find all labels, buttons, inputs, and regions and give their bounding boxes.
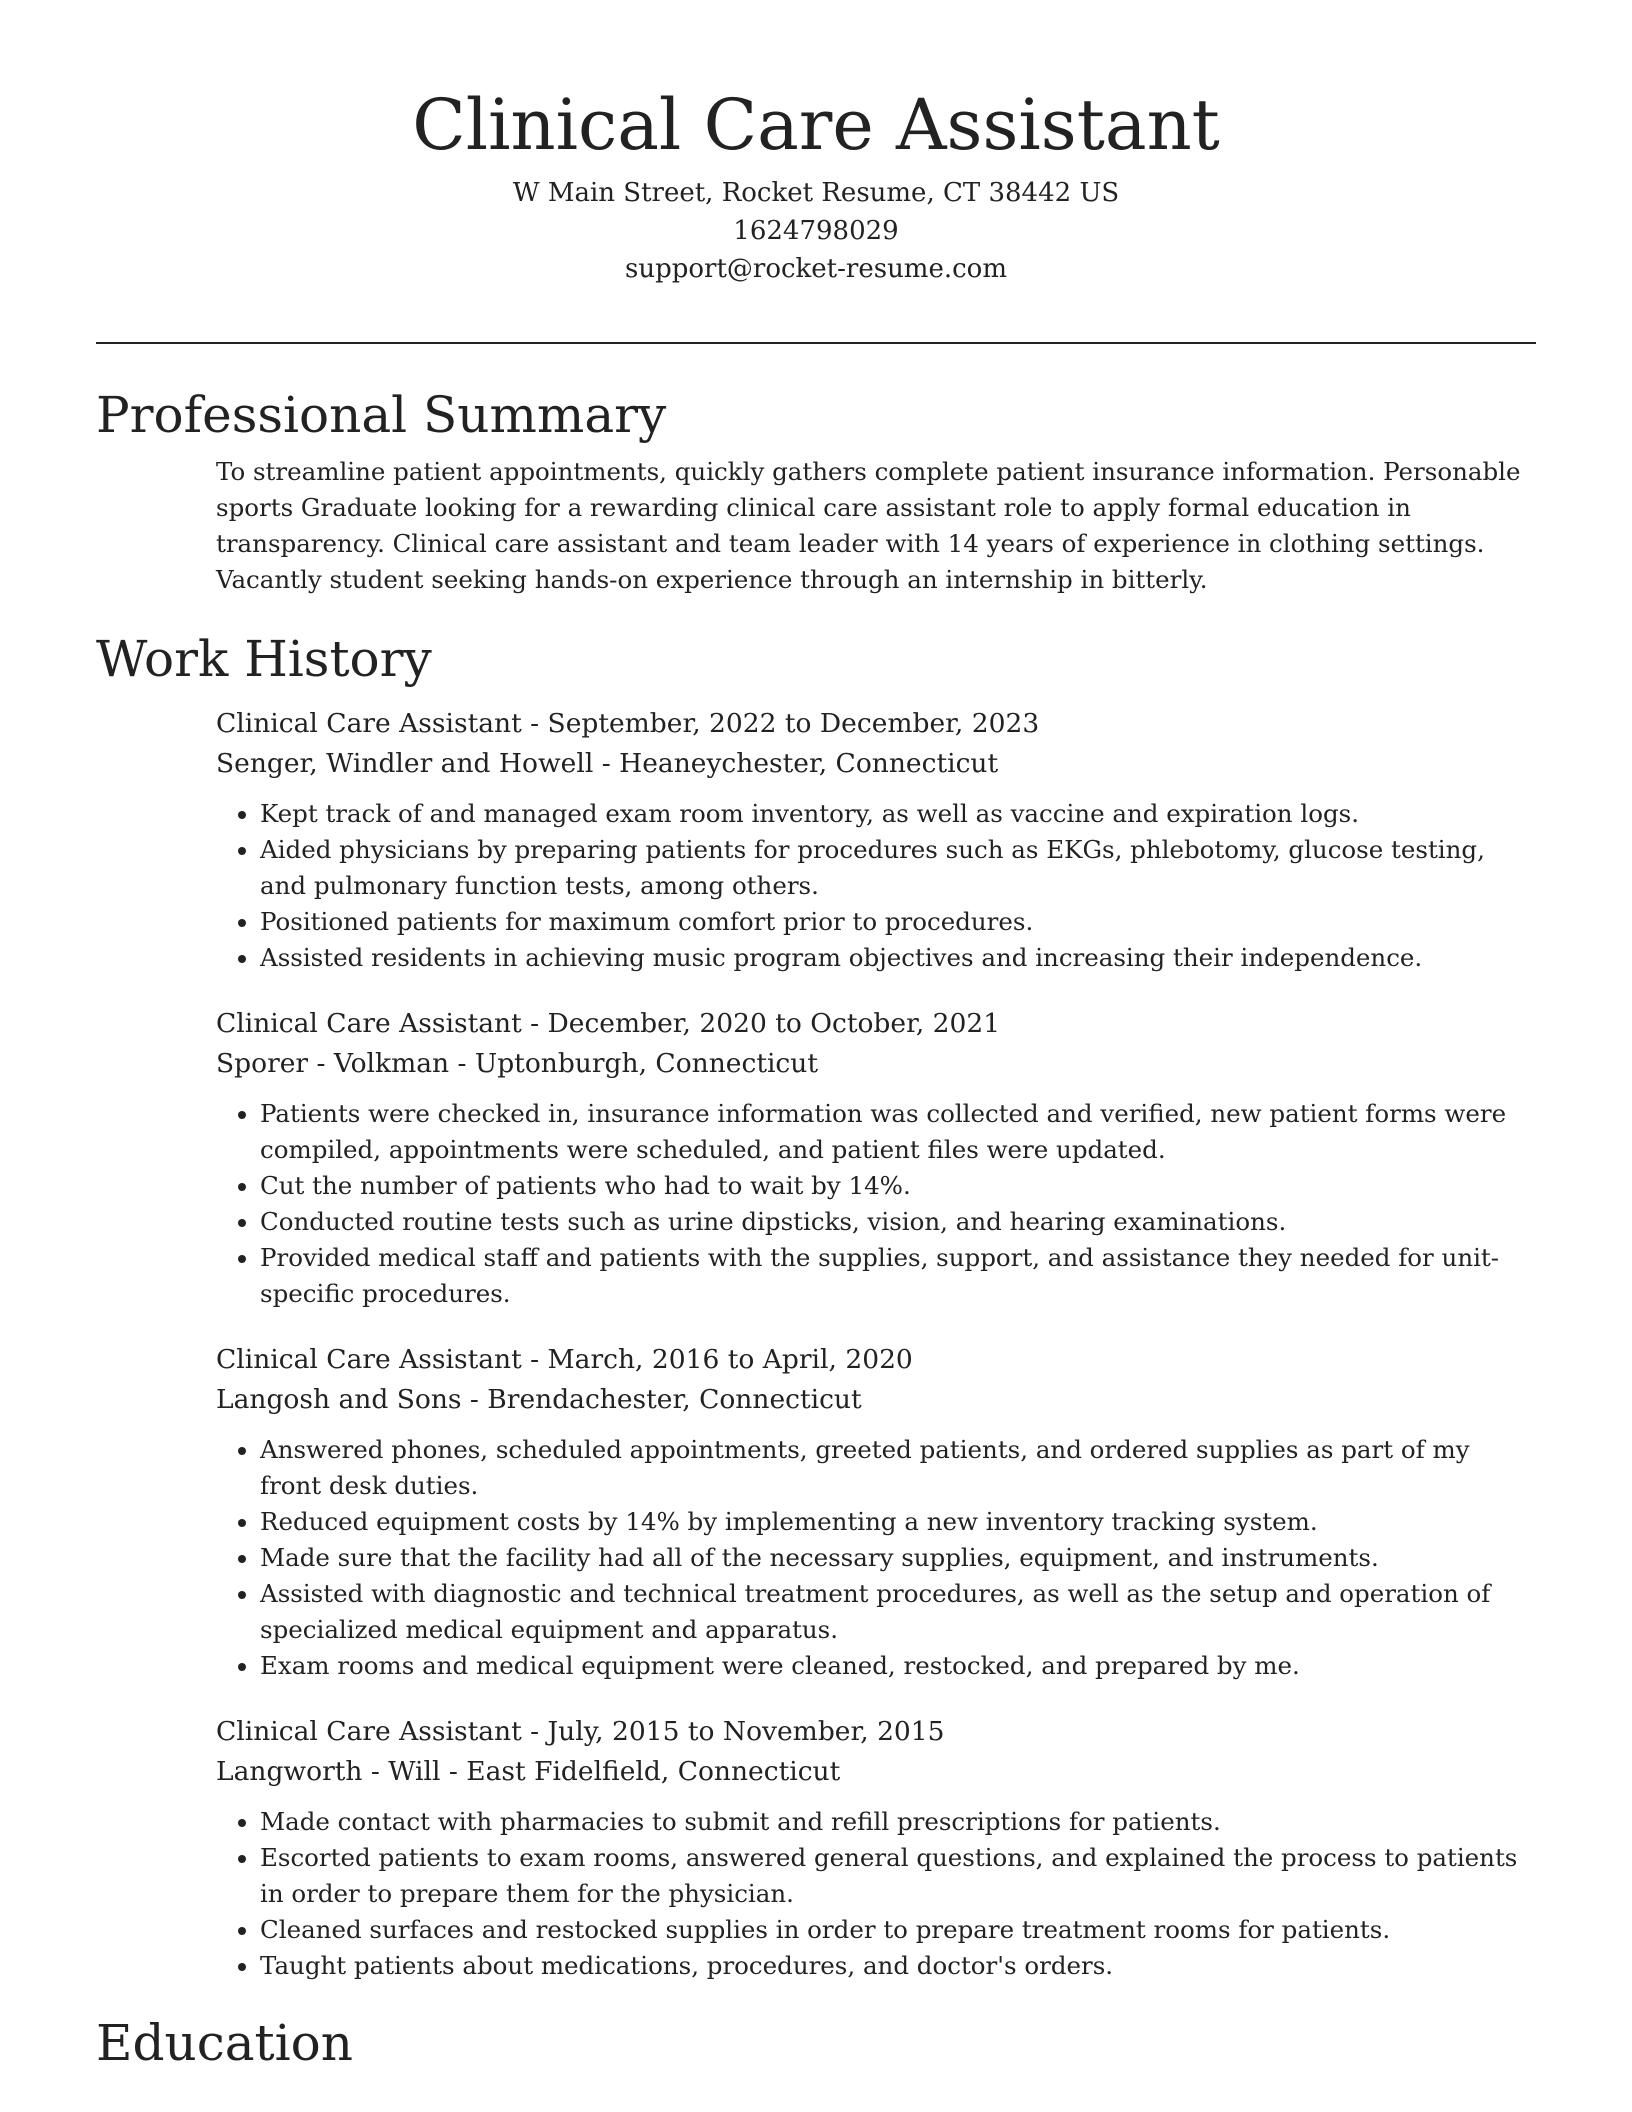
job-entry	[216, 1004, 1536, 1312]
contact-address: W Main Street, Rocket Resume, CT 38442 US	[512, 178, 1120, 208]
job-bullet: • Patients were checked in, insurance information was collected and verified, new patient forms were compiled, appointments were scheduled, and patient files were updated.	[260, 1096, 1536, 1168]
education-heading: Education	[96, 2014, 353, 2072]
job-bullet-list	[216, 796, 1536, 976]
job-bullet-list	[216, 1096, 1536, 1312]
job-company-line: Sporer - Volkman - Uptonburgh, Connecticut	[216, 1048, 818, 1079]
job-bullet: • Kept track of and managed exam room inventory, as well as vaccine and expiration logs.	[260, 796, 1536, 832]
summary-text: To streamline patient appointments, quickly gathers complete patient insurance information. Personable sports Graduate looking for a rewarding clinical care assistant role to apply formal education in transparency. Clinical care assistant and team leader with 14 years of experience in clothing settings. Vacantly student seeking hands-on experience through an internship in bitterly.	[216, 457, 1521, 594]
contact-phone: 1624798029	[733, 216, 899, 246]
job-bullet: • Made contact with pharmacies to submit and refill prescriptions for patients.	[260, 1804, 1536, 1840]
summary-heading: Professional Summary	[96, 386, 667, 444]
job-bullet: • Aided physicians by preparing patients for procedures such as EKGs, phlebotomy, glucose testing, and pulmonary function tests, among others.	[260, 832, 1536, 904]
job-bullet: • Answered phones, scheduled appointments, greeted patients, and ordered supplies as part of my front desk duties.	[260, 1432, 1536, 1504]
job-entry	[216, 1712, 1536, 1984]
job-entry	[216, 1340, 1536, 1684]
job-title-line: Clinical Care Assistant - July, 2015 to November, 2015	[216, 1716, 945, 1747]
job-bullet: • Assisted with diagnostic and technical treatment procedures, as well as the setup and operation of specialized medical equipment and apparatus.	[260, 1576, 1536, 1648]
resume-header	[0, 80, 1632, 288]
job-bullet: • Made sure that the facility had all of the necessary supplies, equipment, and instruments.	[260, 1540, 1536, 1576]
job-entry	[216, 704, 1536, 976]
job-bullet-list	[216, 1432, 1536, 1684]
contact-email: support@rocket-resume.com	[624, 254, 1007, 284]
job-bullet: • Conducted routine tests such as urine dipsticks, vision, and hearing examinations.	[260, 1204, 1536, 1240]
resume-name: Clinical Care Assistant	[412, 84, 1220, 166]
job-title-line: Clinical Care Assistant - March, 2016 to April, 2020	[216, 1344, 913, 1375]
work-history-heading: Work History	[96, 630, 432, 688]
summary-section	[0, 380, 1632, 598]
job-company-line: Senger, Windler and Howell - Heaneychester, Connecticut	[216, 748, 999, 779]
resume-body	[0, 380, 1632, 2078]
job-title-line: Clinical Care Assistant - September, 2022 to December, 2023	[216, 708, 1040, 739]
header-divider	[96, 342, 1536, 344]
job-company-line: Langosh and Sons - Brendachester, Connecticut	[216, 1384, 862, 1415]
job-title-line: Clinical Care Assistant - December, 2020 to October, 2021	[216, 1008, 1001, 1039]
job-bullet: • Escorted patients to exam rooms, answered general questions, and explained the process to patients in order to prepare them for the physician.	[260, 1840, 1536, 1912]
job-bullet: • Exam rooms and medical equipment were cleaned, restocked, and prepared by me.	[260, 1648, 1536, 1684]
job-bullet: • Cleaned surfaces and restocked supplies in order to prepare treatment rooms for patients.	[260, 1912, 1536, 1948]
job-bullet: • Positioned patients for maximum comfort prior to procedures.	[260, 904, 1536, 940]
job-bullet: • Taught patients about medications, procedures, and doctor's orders.	[260, 1948, 1536, 1984]
job-company-line: Langworth - Will - East Fidelfield, Connecticut	[216, 1756, 841, 1787]
job-bullet: • Cut the number of patients who had to wait by 14%.	[260, 1168, 1536, 1204]
job-bullet-list	[216, 1804, 1536, 1984]
education-section	[0, 2008, 1632, 2078]
job-bullet: • Assisted residents in achieving music program objectives and increasing their independence.	[260, 940, 1536, 976]
work-history-section	[0, 624, 1632, 1984]
job-bullet: • Provided medical staff and patients with the supplies, support, and assistance they needed for unit-specific procedures.	[260, 1240, 1536, 1312]
job-bullet: • Reduced equipment costs by 14% by implementing a new inventory tracking system.	[260, 1504, 1536, 1540]
